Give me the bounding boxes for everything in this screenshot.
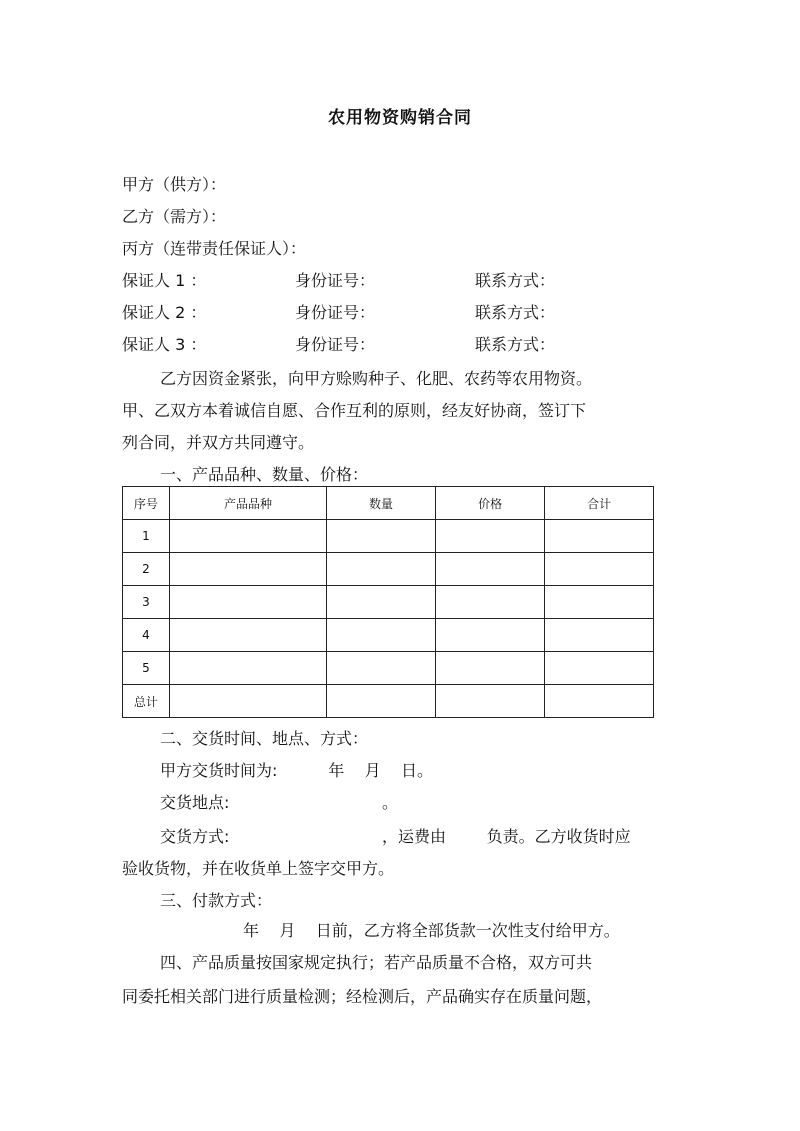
delivery-place-line: 交货地点: 。 bbox=[160, 793, 398, 812]
table-cell bbox=[169, 652, 326, 685]
table-cell bbox=[435, 619, 545, 652]
party-a-line: 甲方（供方）： bbox=[122, 175, 227, 194]
table-cell bbox=[327, 586, 436, 619]
party-c-line: 丙方（连带责任保证人）： bbox=[122, 239, 307, 258]
column-header-product: 产品品种 bbox=[169, 487, 326, 520]
intro-line: 列合同，并双方共同遵守。 bbox=[122, 433, 315, 452]
guarantor-row bbox=[122, 268, 682, 290]
table-cell-index: 5 bbox=[123, 652, 170, 685]
table-cell bbox=[545, 652, 654, 685]
guarantor-name-label: 保证人 3 ： bbox=[122, 335, 207, 354]
table-header-row bbox=[123, 487, 654, 520]
section-3-heading: 三、付款方式： bbox=[160, 891, 273, 910]
guarantor-id-label: 身份证号： bbox=[295, 303, 376, 322]
table-row bbox=[123, 652, 654, 685]
column-header-price: 价格 bbox=[435, 487, 545, 520]
table-cell bbox=[545, 685, 654, 718]
section-4-line: 同委托相关部门进行质量检测；经检测后，产品确实存在质量问题， bbox=[122, 987, 603, 1006]
section-1-heading: 一、产品品种、数量、价格： bbox=[160, 465, 369, 484]
guarantor-row bbox=[122, 332, 682, 354]
products-table bbox=[122, 486, 654, 718]
guarantor-id-label: 身份证号： bbox=[295, 271, 376, 290]
guarantor-id-label: 身份证号： bbox=[295, 335, 376, 354]
table-cell-index: 1 bbox=[123, 520, 170, 553]
guarantor-contact-label: 联系方式： bbox=[475, 335, 556, 354]
column-header-quantity: 数量 bbox=[327, 487, 436, 520]
table-cell bbox=[435, 586, 545, 619]
table-cell bbox=[545, 553, 654, 586]
table-cell bbox=[169, 520, 326, 553]
table-cell bbox=[169, 619, 326, 652]
delivery-method-line: 验收货物，并在收货单上签字交甲方。 bbox=[122, 859, 395, 878]
delivery-time-line: 甲方交货时间为: 年 月 日。 bbox=[160, 761, 433, 780]
table-cell bbox=[545, 520, 654, 553]
table-row bbox=[123, 553, 654, 586]
table-cell bbox=[169, 586, 326, 619]
document-title: 农用物资购销合同 bbox=[328, 108, 472, 128]
guarantor-contact-label: 联系方式： bbox=[475, 271, 556, 290]
payment-line: 年 月 日前，乙方将全部货款一次性支付给甲方。 bbox=[243, 921, 620, 940]
table-row bbox=[123, 520, 654, 553]
column-header-index: 序号 bbox=[123, 487, 170, 520]
table-cell bbox=[435, 685, 545, 718]
section-4-line: 四、产品质量按国家规定执行；若产品质量不合格，双方可共 bbox=[160, 953, 593, 972]
table-row bbox=[123, 619, 654, 652]
table-cell bbox=[545, 619, 654, 652]
delivery-method-line: 交货方式: ，运费由 负责。乙方收货时应 bbox=[160, 827, 631, 846]
table-cell bbox=[327, 619, 436, 652]
table-row bbox=[123, 586, 654, 619]
table-cell bbox=[169, 685, 326, 718]
guarantor-contact-label: 联系方式： bbox=[475, 303, 556, 322]
table-cell-index: 4 bbox=[123, 619, 170, 652]
intro-line: 乙方因资金紧张，向甲方赊购种子、化肥、农药等农用物资。 bbox=[160, 369, 593, 388]
table-cell bbox=[435, 520, 545, 553]
table-cell-index: 2 bbox=[123, 553, 170, 586]
intro-line: 甲、乙双方本着诚信自愿、合作互利的原则，经友好协商，签订下 bbox=[122, 401, 587, 420]
table-cell bbox=[169, 553, 326, 586]
table-cell bbox=[435, 652, 545, 685]
table-row-total bbox=[123, 685, 654, 718]
table-cell-total-label: 总计 bbox=[123, 685, 170, 718]
table-cell-index: 3 bbox=[123, 586, 170, 619]
party-b-line: 乙方（需方）： bbox=[122, 207, 227, 226]
table-cell bbox=[327, 553, 436, 586]
guarantor-name-label: 保证人 2 ： bbox=[122, 303, 207, 322]
column-header-total: 合计 bbox=[545, 487, 654, 520]
section-2-heading: 二、交货时间、地点、方式： bbox=[160, 729, 369, 748]
table-cell bbox=[435, 553, 545, 586]
guarantor-name-label: 保证人 1 ： bbox=[122, 271, 207, 290]
table-cell bbox=[327, 652, 436, 685]
table-cell bbox=[327, 685, 436, 718]
table-cell bbox=[545, 586, 654, 619]
guarantor-row bbox=[122, 300, 682, 322]
table-cell bbox=[327, 520, 436, 553]
